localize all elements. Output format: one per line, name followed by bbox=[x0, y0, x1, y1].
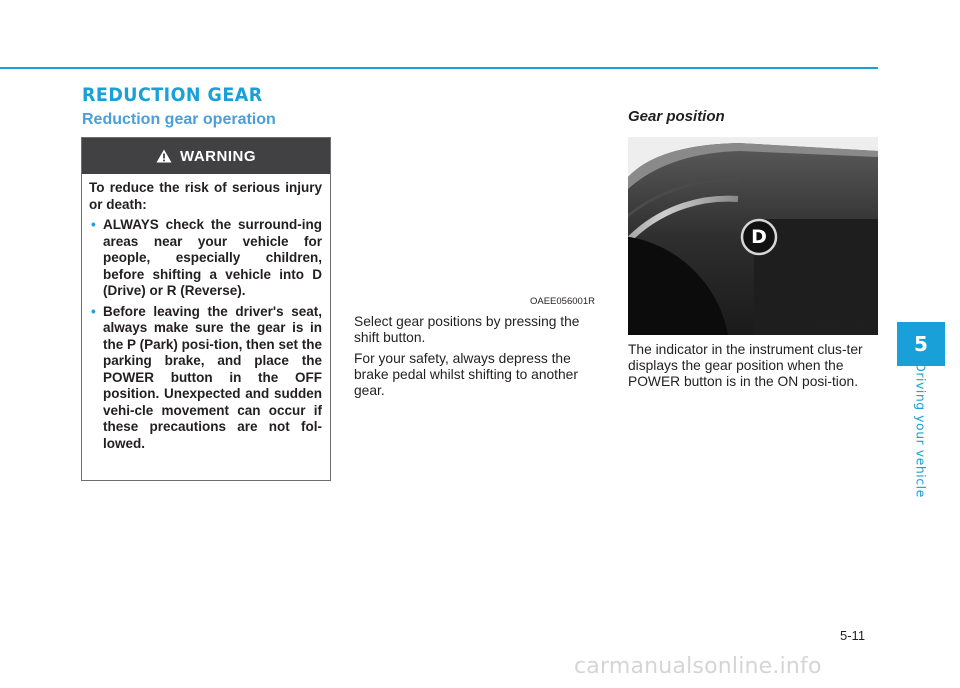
figure-code: OAEE056001R bbox=[530, 296, 595, 307]
paragraph: For your safety, always depress the brake pedal whilst shifting to another gear. bbox=[354, 351, 578, 398]
warning-header bbox=[82, 138, 330, 174]
instrument-cluster-image bbox=[628, 137, 878, 335]
paragraph: Select gear positions by pressing the shift button. bbox=[354, 314, 580, 345]
warning-label: WARNING bbox=[180, 147, 256, 165]
warning-item-text: Before leaving the driver's seat, always make sure the gear is in the P (Park) posi-tion, then set the parking brake, and place the POWER button in the OFF position. Unexpected and sudden vehi-cle movement can occur if these precautions are not fol-lowed. bbox=[103, 303, 322, 451]
section-subtitle: Reduction gear operation bbox=[82, 111, 276, 128]
chapter-tab[interactable] bbox=[897, 322, 945, 366]
section-title: REDUCTION GEAR bbox=[82, 84, 263, 106]
warning-item bbox=[89, 217, 322, 300]
gear-indicator-d: D bbox=[751, 226, 767, 248]
page-number: 5-11 bbox=[840, 628, 866, 643]
gear-position-title: Gear position bbox=[628, 108, 725, 125]
figure-code: OAEE046103 bbox=[812, 323, 871, 334]
watermark: carmanualsonline.info bbox=[574, 654, 822, 679]
bullet-icon: • bbox=[91, 303, 96, 319]
warning-intro: To reduce the risk of serious injury or death: bbox=[89, 180, 322, 212]
paragraph: The indicator in the instrument clus-ter displays the gear position when the POWER button is in the ON posi-tion. bbox=[628, 342, 863, 389]
chapter-label: Driving your vehicle bbox=[913, 362, 929, 498]
warning-triangle-icon bbox=[156, 149, 172, 163]
top-rule bbox=[0, 67, 878, 69]
warning-list bbox=[89, 217, 322, 452]
operation-text bbox=[354, 314, 605, 404]
chapter-number: 5 bbox=[914, 332, 928, 356]
warning-item bbox=[89, 304, 322, 453]
warning-box bbox=[81, 137, 331, 481]
bullet-icon: • bbox=[91, 217, 96, 232]
gear-position-text bbox=[628, 342, 880, 390]
warning-body bbox=[82, 174, 330, 452]
warning-item-text: ALWAYS check the surround-ing areas near your vehicle for people, especially children, before shifting a vehicle into D (Drive) or R (Reverse). bbox=[103, 217, 322, 298]
